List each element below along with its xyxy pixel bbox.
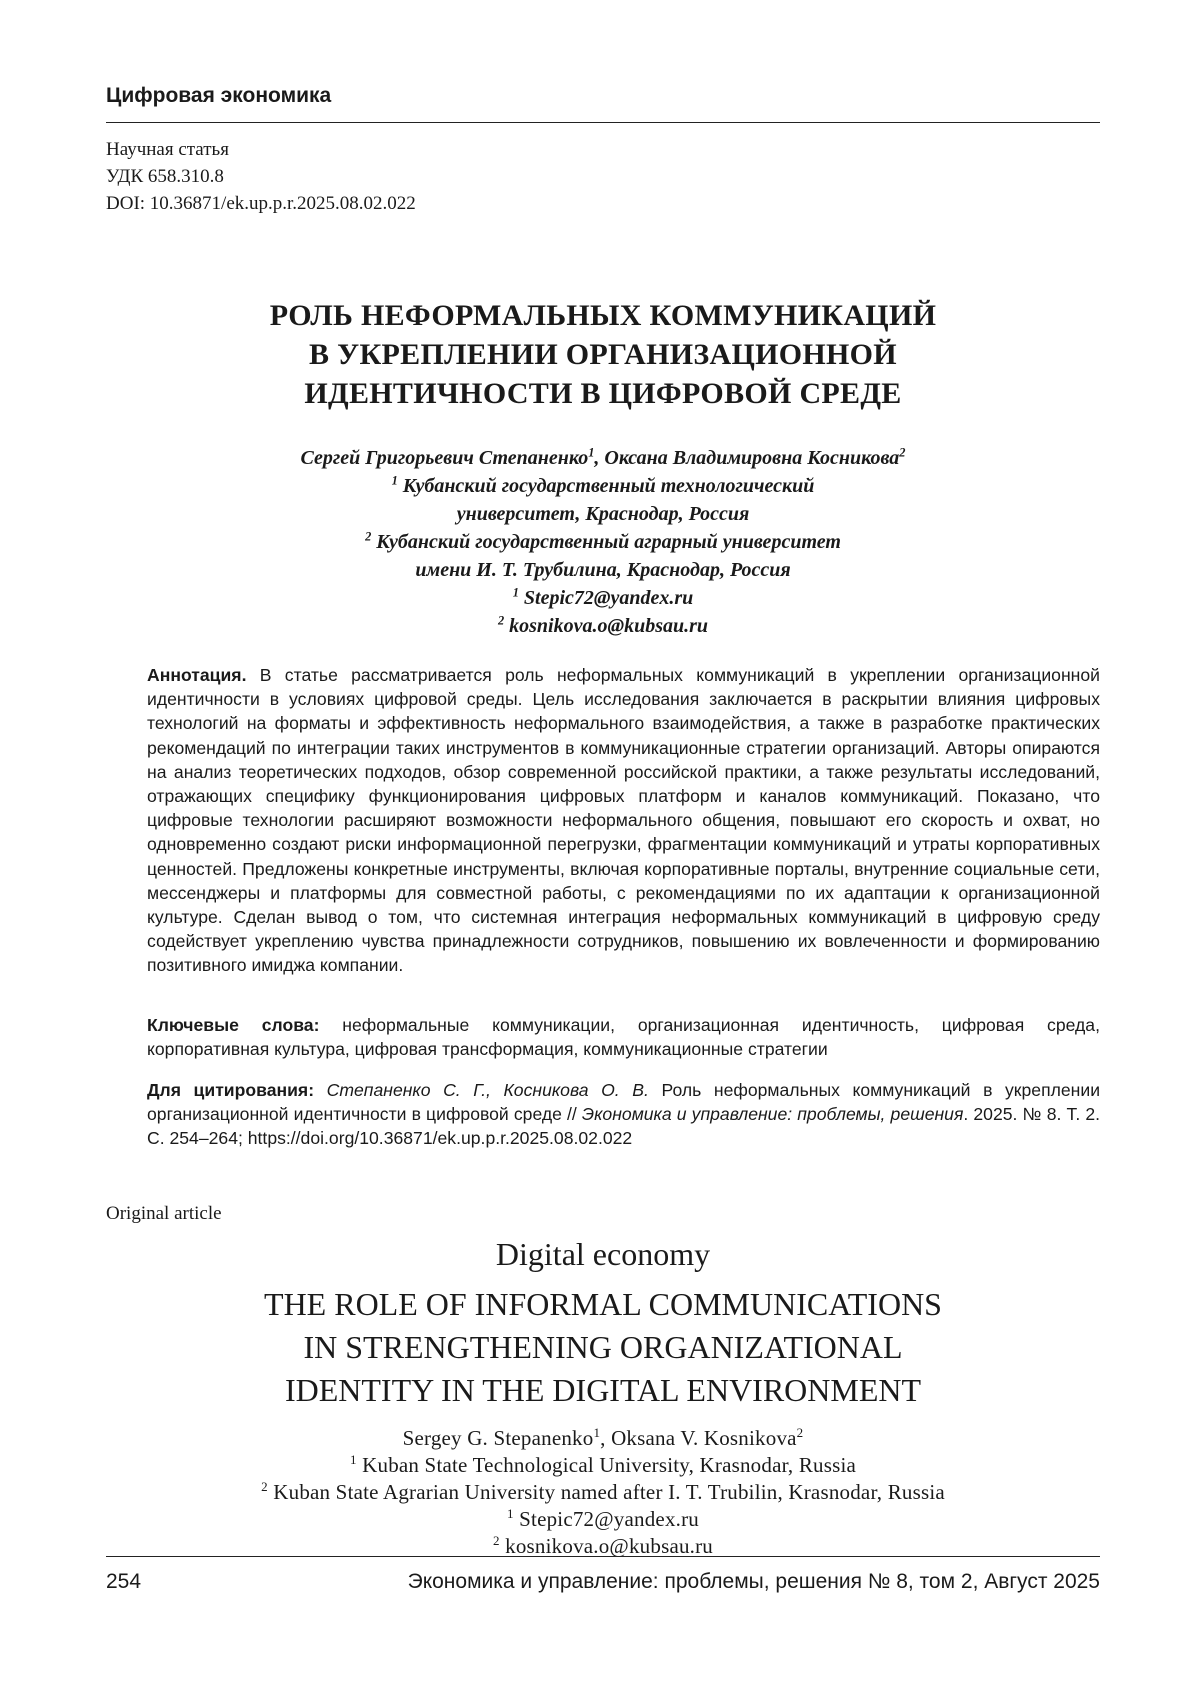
doi[interactable]: DOI: 10.36871/ek.up.p.r.2025.08.02.022 <box>106 190 416 217</box>
affiliation-ru: 1 Кубанский государственный технологический <box>106 472 1100 500</box>
section-title: Цифровая экономика <box>106 84 331 108</box>
author-name: Оксана Владимировна Косникова <box>604 447 899 469</box>
footer-rule <box>106 1556 1100 1557</box>
article-title-en <box>106 1283 1100 1412</box>
email-en: 2 kosnikova.o@kubsau.ru <box>106 1533 1100 1560</box>
page-number: 254 <box>106 1570 141 1594</box>
header-rule <box>106 122 1100 123</box>
title-en-line: IN STRENGTHENING ORGANIZATIONAL <box>106 1326 1100 1369</box>
email-link[interactable]: Stepic72@yandex.ru <box>524 587 693 609</box>
title-ru-line: РОЛЬ НЕФОРМАЛЬНЫХ КОММУНИКАЦИЙ <box>106 296 1100 335</box>
article-type-en: Original article <box>106 1203 222 1225</box>
affiliation-ru: 2 Кубанский государственный аграрный университет <box>106 528 1100 556</box>
abstract-label: Аннотация. <box>147 665 246 685</box>
abstract-text: В статье рассматривается роль неформальных коммуникаций в укреплении организационной идентичности в условиях цифровой среды. Цель исследования заключается в раскрытии влияния цифровых технологий на форматы и эффективность неформального взаимодействия, а также в разработке практических рекомендаций по интеграции таких инструментов в коммуникационные стратегии организаций. Авторы опираются на анализ теоретических подходов, обзор современной российской практики, а также результаты исследований, отражающих специфику функционирования цифровых платформ и каналов коммуникаций. Показано, что цифровые технологии расширяют возможности неформального общения, повышают его скорость и охват, но одновременно создают риски информационной перегрузки, фрагментации коммуникаций и утраты корпоративных ценностей. Предложены конкретные инструменты, включая корпоративные порталы, внутренние социальные сети, мессенджеры и платформы для совместной работы, с рекомендациями по их адаптации к организационной культуре. Сделан вывод о том, что системная интеграция неформальных коммуникаций в цифровую среду содействует укреплению чувства принадлежности сотрудников, повышению их вовлеченности и формированию позитивного имиджа компании. <box>147 665 1100 975</box>
article-meta <box>106 136 416 217</box>
email-link[interactable]: Stepic72@yandex.ru <box>519 1507 699 1531</box>
authors-block-ru <box>106 444 1100 640</box>
citation-details[interactable]: . 2025. № 8. Т. 2. С. 254–264; https://doi.org/10.36871/ek.up.p.r.2025.08.02.022 <box>147 1104 1100 1148</box>
email-en: 1 Stepic72@yandex.ru <box>106 1506 1100 1533</box>
email-link[interactable]: kosnikova.o@kubsau.ru <box>509 615 708 637</box>
author-line-en: Sergey G. Stepanenko1, Oksana V. Kosnikova2 <box>106 1425 1100 1452</box>
author-name: Oksana V. Kosnikova <box>611 1426 797 1450</box>
title-ru-line: В УКРЕПЛЕНИИ ОРГАНИЗАЦИОННОЙ <box>106 335 1100 374</box>
affiliation-ru: имени И. Т. Трубилина, Краснодар, Россия <box>106 556 1100 584</box>
email-ru: 2 kosnikova.o@kubsau.ru <box>106 612 1100 640</box>
email-ru: 1 Stepic72@yandex.ru <box>106 584 1100 612</box>
author-name: Сергей Григорьевич Степаненко <box>301 447 589 469</box>
section-title-en: Digital economy <box>106 1236 1100 1273</box>
citation-authors: Степаненко С. Г., Косникова О. В. <box>327 1080 649 1100</box>
abstract <box>147 663 1100 978</box>
citation-label: Для цитирования: <box>147 1080 314 1100</box>
authors-block-en <box>106 1425 1100 1560</box>
author-name: Sergey G. Stepanenko <box>403 1426 594 1450</box>
affiliation-ru: университет, Краснодар, Россия <box>106 500 1100 528</box>
title-ru-line: ИДЕНТИЧНОСТИ В ЦИФРОВОЙ СРЕДЕ <box>106 374 1100 413</box>
citation <box>147 1078 1100 1151</box>
citation-title: Роль неформальных коммуникаций в укреплении организационной идентичности в цифровой среде // <box>147 1080 1100 1124</box>
keywords <box>147 1013 1100 1061</box>
journal-footer: Экономика и управление: проблемы, решения № 8, том 2, Август 2025 <box>408 1570 1100 1594</box>
citation-journal: Экономика и управление: проблемы, решения <box>582 1104 963 1124</box>
affiliation-en: 1 Kuban State Technological University, Krasnodar, Russia <box>106 1452 1100 1479</box>
author-line-ru: Сергей Григорьевич Степаненко1, Оксана Владимировна Косникова2 <box>106 444 1100 472</box>
article-type: Научная статья <box>106 136 416 163</box>
affiliation-en: 2 Kuban State Agrarian University named after I. T. Trubilin, Krasnodar, Russia <box>106 1479 1100 1506</box>
article-title-ru <box>106 296 1100 413</box>
keywords-text: неформальные коммуникации, организационная идентичность, цифровая среда, корпоративная культура, цифровая трансформация, коммуникационные стратегии <box>147 1015 1100 1059</box>
keywords-label: Ключевые слова: <box>147 1015 319 1035</box>
udc-code: УДК 658.310.8 <box>106 163 416 190</box>
title-en-line: THE ROLE OF INFORMAL COMMUNICATIONS <box>106 1283 1100 1326</box>
title-en-line: IDENTITY IN THE DIGITAL ENVIRONMENT <box>106 1369 1100 1412</box>
email-link[interactable]: kosnikova.o@kubsau.ru <box>505 1534 713 1558</box>
